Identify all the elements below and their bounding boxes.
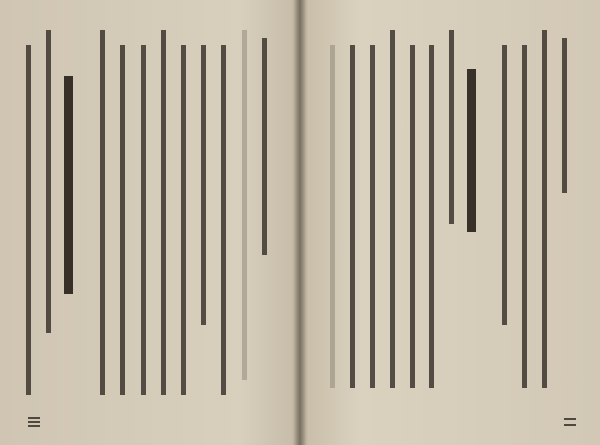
text-line xyxy=(135,22,151,411)
text-line xyxy=(404,22,420,411)
right-page-text-block xyxy=(324,22,572,411)
text-line xyxy=(496,22,512,411)
page-number xyxy=(26,415,42,429)
text-line xyxy=(155,22,171,411)
section-spacing xyxy=(483,22,492,411)
text-line xyxy=(215,22,231,411)
text-line xyxy=(536,22,552,411)
text-line xyxy=(443,22,459,411)
text-line xyxy=(195,22,211,411)
page-number xyxy=(562,415,578,429)
text-line xyxy=(175,22,191,411)
text-line xyxy=(384,22,400,411)
text-line xyxy=(556,22,572,411)
text-line xyxy=(344,22,360,411)
text-line xyxy=(364,22,380,411)
text-line xyxy=(40,22,56,411)
text-line xyxy=(423,22,439,411)
text-line xyxy=(324,22,340,411)
section-heading xyxy=(463,22,479,411)
text-line xyxy=(516,22,532,411)
section-spacing xyxy=(81,22,91,411)
left-page xyxy=(0,0,296,445)
text-line xyxy=(114,22,130,411)
text-line xyxy=(94,22,110,411)
text-line xyxy=(20,22,36,411)
right-page xyxy=(304,0,600,445)
text-line xyxy=(256,22,272,411)
text-line xyxy=(236,22,252,411)
left-page-text-block xyxy=(20,22,272,411)
section-heading xyxy=(60,22,76,411)
